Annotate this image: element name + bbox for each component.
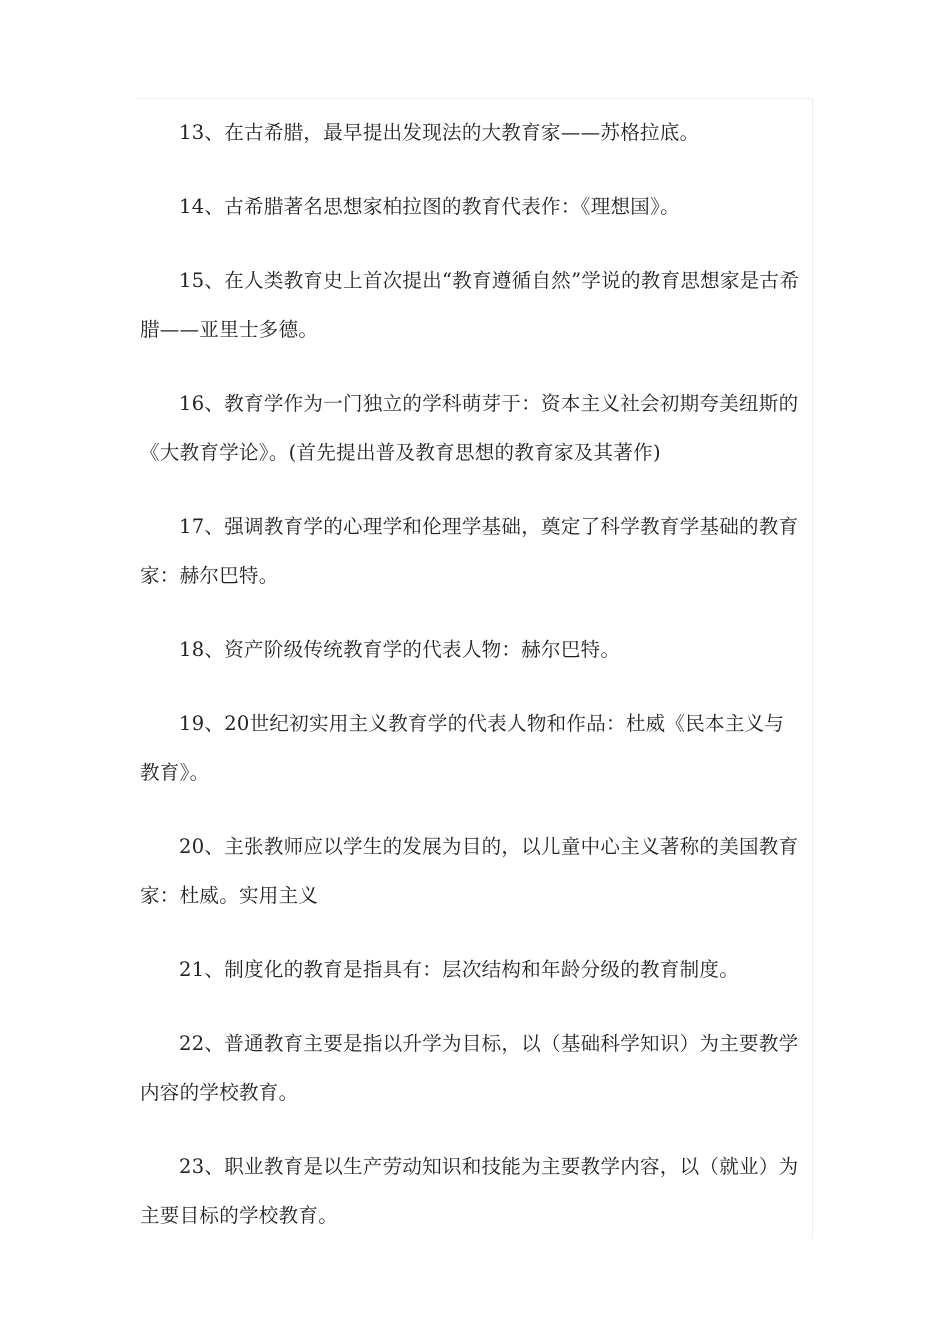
paragraph-20: 20、主张教师应以学生的发展为目的，以儿童中心主义著称的美国教育家：杜威。实用主义 — [140, 835, 799, 907]
paragraph-17: 17、强调教育学的心理学和伦理学基础，奠定了科学教育学基础的教育家：赫尔巴特。 — [140, 515, 799, 587]
paragraph-13: 13、在古希腊，最早提出发现法的大教育家——苏格拉底。 — [179, 121, 700, 144]
paragraph-22: 22、普通教育主要是指以升学为目标，以（基础科学知识）为主要教学内容的学校教育。 — [140, 1032, 799, 1104]
paragraph-14: 14、古希腊著名思想家柏拉图的教育代表作：《理想国》。 — [179, 195, 680, 218]
document-body — [140, 108, 804, 1265]
paragraph-15: 15、在人类教育史上首次提出“教育遵循自然”学说的教育思想家是古希腊——亚里士多德。 — [140, 269, 800, 341]
paragraph-21: 21、制度化的教育是指具有：层次结构和年龄分级的教育制度。 — [179, 958, 740, 981]
paragraph-23: 23、职业教育是以生产劳动知识和技能为主要教学内容，以（就业）为主要目标的学校教育。 — [140, 1155, 799, 1227]
paragraph-16: 16、教育学作为一门独立的学科萌芽于：资本主义社会初期夸美纽斯的《大教育学论》。(首先提出普及教育思想的教育家及其著作) — [140, 392, 799, 464]
paragraph-18: 18、资产阶级传统教育学的代表人物：赫尔巴特。 — [179, 638, 621, 661]
paragraph-19: 19、20世纪初实用主义教育学的代表人物和作品：杜威《民本主义与教育》。 — [140, 712, 785, 784]
